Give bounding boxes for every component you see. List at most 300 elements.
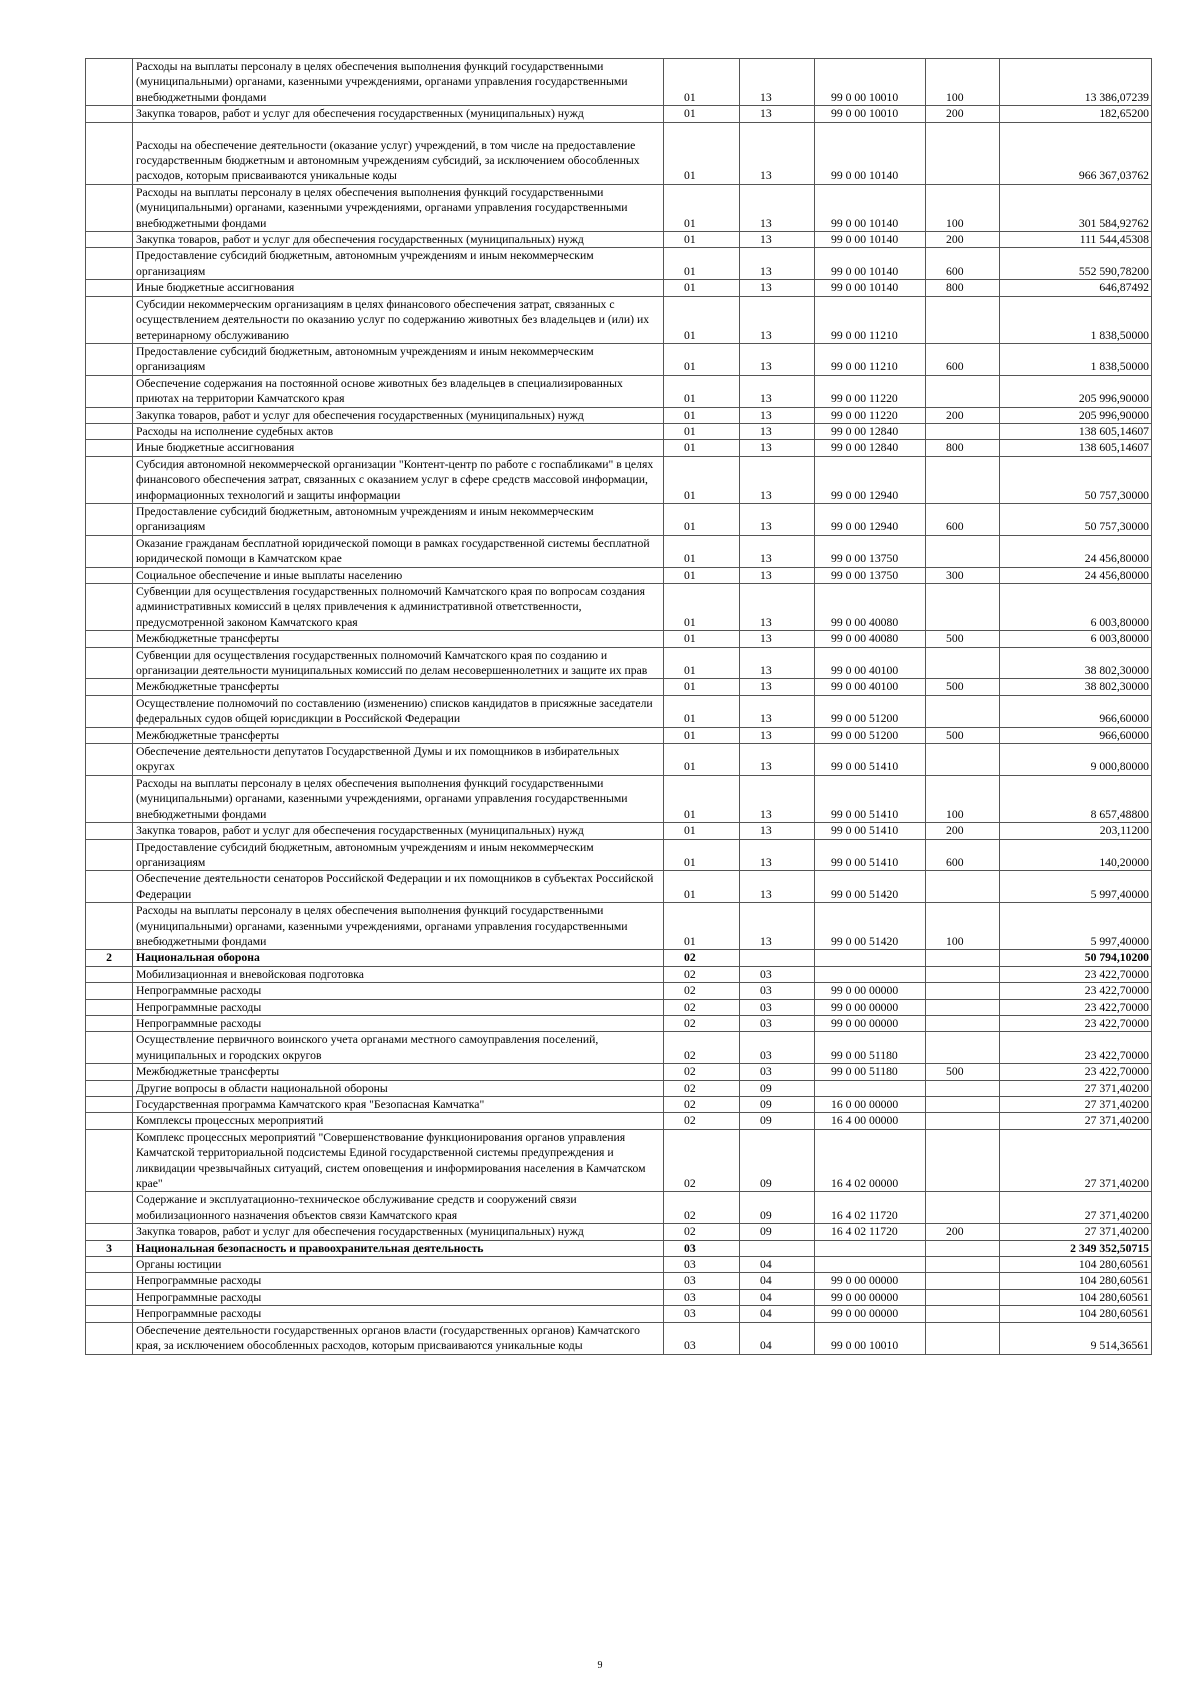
table-row [86,584,1152,631]
expense-name-cell: Обеспечение деятельности государственных органов власти (государственных органов) Камчатского края, за исключением обособленных расходов, которым присваиваются уникальные коды [133,1322,664,1354]
table-row [86,839,1152,871]
amount-cell: 104 280,60561 [1000,1289,1152,1305]
section-code-cell: 02 [664,1064,740,1080]
amount-cell: 23 422,70000 [1000,1015,1152,1031]
target-article-cell: 99 0 00 11210 [815,343,926,375]
expense-type-cell: 200 [926,1224,1000,1240]
table-row [86,950,1152,966]
target-article-cell: 16 4 02 11720 [815,1192,926,1224]
section-code-cell: 01 [664,296,740,343]
amount-cell: 9 514,36561 [1000,1322,1152,1354]
section-code-cell: 01 [664,456,740,503]
subsection-code-cell: 13 [740,407,815,423]
subsection-code-cell: 13 [740,375,815,407]
subsection-code-cell: 13 [740,535,815,567]
amount-cell: 27 371,40200 [1000,1097,1152,1113]
expense-name-cell: Расходы на исполнение судебных актов [133,423,664,439]
expense-name-cell: Содержание и эксплуатационно-техническое обслуживание средств и сооружений связи мобилизационного назначения объектов связи Камчатского края [133,1192,664,1224]
target-article-cell: 99 0 00 00000 [815,999,926,1015]
target-article-cell: 99 0 00 51420 [815,903,926,950]
target-article-cell: 99 0 00 00000 [815,983,926,999]
section-code-cell: 02 [664,966,740,982]
table-row [86,983,1152,999]
row-number-cell [86,727,133,743]
expense-name-cell: Межбюджетные трансферты [133,727,664,743]
expense-type-cell [926,456,1000,503]
amount-cell: 104 280,60561 [1000,1273,1152,1289]
target-article-cell: 99 0 00 51410 [815,839,926,871]
expense-name-cell: Непрограммные расходы [133,1015,664,1031]
amount-cell: 27 371,40200 [1000,1080,1152,1096]
table-row [86,567,1152,583]
amount-cell: 23 422,70000 [1000,983,1152,999]
expense-name-cell: Осуществление полномочий по составлению (изменению) списков кандидатов в присяжные заседатели федеральных судов общей юрисдикции в Российской Федерации [133,695,664,727]
section-code-cell: 03 [664,1322,740,1354]
target-article-cell: 99 0 00 13750 [815,535,926,567]
expense-name-cell: Национальная оборона [133,950,664,966]
expense-name-cell: Социальное обеспечение и иные выплаты населению [133,567,664,583]
expense-type-cell [926,647,1000,679]
target-article-cell: 99 0 00 00000 [815,1289,926,1305]
row-number-cell [86,423,133,439]
expense-type-cell [926,1080,1000,1096]
expense-type-cell: 200 [926,232,1000,248]
target-article-cell: 99 0 00 51200 [815,727,926,743]
target-article-cell: 99 0 00 51200 [815,695,926,727]
row-number-cell [86,503,133,535]
expense-type-cell [926,122,1000,184]
table-row [86,1289,1152,1305]
expense-name-cell: Комплекс процессных мероприятий "Совершенствование функционирования органов управления Камчатской территориальной подсистемы Единой государственной системы предупреждения и ликвидации чрезвычайных ситуаций, систем оповещения и информирования населения в Камчатском крае" [133,1129,664,1192]
table-row [86,106,1152,122]
section-code-cell: 01 [664,727,740,743]
expense-type-cell: 800 [926,280,1000,296]
section-code-cell: 02 [664,1113,740,1129]
subsection-code-cell: 13 [740,296,815,343]
expense-type-cell: 100 [926,59,1000,106]
row-number-cell [86,903,133,950]
expense-type-cell: 600 [926,503,1000,535]
subsection-code-cell: 09 [740,1129,815,1192]
subsection-code-cell: 13 [740,232,815,248]
row-number-cell [86,999,133,1015]
row-number-cell [86,775,133,822]
section-code-cell: 03 [664,1289,740,1305]
target-article-cell: 99 0 00 40080 [815,584,926,631]
row-number-cell [86,1015,133,1031]
expense-name-cell: Межбюджетные трансферты [133,1064,664,1080]
table-row [86,1273,1152,1289]
expense-type-cell: 300 [926,567,1000,583]
table-row [86,503,1152,535]
section-code-cell: 01 [664,59,740,106]
amount-cell: 966 367,03762 [1000,122,1152,184]
table-row [86,375,1152,407]
section-code-cell: 01 [664,280,740,296]
amount-cell: 205 996,90000 [1000,375,1152,407]
section-code-cell: 02 [664,1032,740,1064]
expense-type-cell [926,535,1000,567]
expense-type-cell [926,744,1000,776]
expense-type-cell: 600 [926,839,1000,871]
section-code-cell: 01 [664,647,740,679]
table-row [86,59,1152,106]
section-code-cell: 01 [664,440,740,456]
target-article-cell: 99 0 00 10010 [815,59,926,106]
table-row [86,296,1152,343]
target-article-cell: 99 0 00 00000 [815,1015,926,1031]
expense-type-cell: 200 [926,106,1000,122]
expense-name-cell: Осуществление первичного воинского учета органами местного самоуправления поселений, муниципальных и городских округов [133,1032,664,1064]
table-row [86,1032,1152,1064]
subsection-code-cell: 09 [740,1080,815,1096]
expense-name-cell: Предоставление субсидий бюджетным, автономным учреждениям и иным некоммерческим организациям [133,248,664,280]
table-row [86,695,1152,727]
section-code-cell: 01 [664,248,740,280]
table-row [86,871,1152,903]
expense-name-cell: Непрограммные расходы [133,999,664,1015]
table-row [86,423,1152,439]
expense-type-cell [926,1015,1000,1031]
page-number: 9 [597,1660,603,1671]
row-number-cell [86,966,133,982]
target-article-cell [815,950,926,966]
section-code-cell: 02 [664,950,740,966]
expense-type-cell [926,375,1000,407]
target-article-cell: 99 0 00 10140 [815,248,926,280]
row-number-cell [86,440,133,456]
row-number-cell [86,1080,133,1096]
subsection-code-cell: 09 [740,1192,815,1224]
row-number-cell [86,280,133,296]
expense-name-cell: Расходы на выплаты персоналу в целях обеспечения выполнения функций государственными (муниципальными) органами, казенными учреждениями, органами управления государственными внебюджетными фондами [133,184,664,231]
expense-type-cell: 200 [926,823,1000,839]
subsection-code-cell: 03 [740,983,815,999]
table-row [86,343,1152,375]
subsection-code-cell: 03 [740,966,815,982]
section-code-cell: 01 [664,423,740,439]
table-row [86,775,1152,822]
subsection-code-cell: 13 [740,744,815,776]
amount-cell: 23 422,70000 [1000,966,1152,982]
expense-name-cell: Непрограммные расходы [133,1306,664,1322]
subsection-code-cell: 04 [740,1257,815,1273]
target-article-cell: 16 4 02 11720 [815,1224,926,1240]
subsection-code-cell: 13 [740,456,815,503]
subsection-code-cell: 13 [740,727,815,743]
expense-type-cell [926,1113,1000,1129]
table-row [86,280,1152,296]
subsection-code-cell: 13 [740,775,815,822]
amount-cell: 552 590,78200 [1000,248,1152,280]
target-article-cell: 99 0 00 10140 [815,280,926,296]
amount-cell: 9 000,80000 [1000,744,1152,776]
expense-type-cell [926,695,1000,727]
amount-cell: 5 997,40000 [1000,903,1152,950]
expense-name-cell: Закупка товаров, работ и услуг для обеспечения государственных (муниципальных) нужд [133,1224,664,1240]
table-row [86,966,1152,982]
row-number-cell [86,695,133,727]
amount-cell: 1 838,50000 [1000,343,1152,375]
target-article-cell: 99 0 00 51180 [815,1032,926,1064]
section-code-cell: 01 [664,232,740,248]
subsection-code-cell: 13 [740,679,815,695]
section-code-cell: 01 [664,679,740,695]
target-article-cell: 99 0 00 51410 [815,744,926,776]
section-code-cell: 01 [664,343,740,375]
table-row [86,903,1152,950]
expense-name-cell: Комплексы процессных мероприятий [133,1113,664,1129]
section-code-cell: 01 [664,871,740,903]
expense-name-cell: Межбюджетные трансферты [133,631,664,647]
row-number-cell [86,375,133,407]
expense-name-cell: Государственная программа Камчатского края "Безопасная Камчатка" [133,1097,664,1113]
target-article-cell: 16 4 00 00000 [815,1113,926,1129]
table-row [86,823,1152,839]
expense-type-cell [926,1240,1000,1256]
subsection-code-cell: 13 [740,423,815,439]
amount-cell: 23 422,70000 [1000,1032,1152,1064]
section-code-cell: 02 [664,1192,740,1224]
expense-type-cell [926,584,1000,631]
amount-cell: 24 456,80000 [1000,535,1152,567]
target-article-cell: 16 0 00 00000 [815,1097,926,1113]
amount-cell: 23 422,70000 [1000,1064,1152,1080]
amount-cell: 23 422,70000 [1000,999,1152,1015]
table-row [86,184,1152,231]
expense-name-cell: Закупка товаров, работ и услуг для обеспечения государственных (муниципальных) нужд [133,823,664,839]
subsection-code-cell: 04 [740,1322,815,1354]
expense-name-cell: Субсидия автономной некоммерческой организации "Контент-центр по работе с госпабликами" в целях финансового обеспечения затрат, связанных с оказанием услуг в сфере средств массовой информации, информационных технологий и защиты информации [133,456,664,503]
expense-name-cell: Органы юстиции [133,1257,664,1273]
section-code-cell: 03 [664,1306,740,1322]
expense-name-cell: Непрограммные расходы [133,983,664,999]
expense-type-cell [926,999,1000,1015]
subsection-code-cell: 09 [740,1224,815,1240]
target-article-cell: 99 0 00 10140 [815,232,926,248]
subsection-code-cell: 03 [740,1032,815,1064]
table-row [86,456,1152,503]
subsection-code-cell: 13 [740,839,815,871]
table-row [86,1080,1152,1096]
expense-type-cell: 100 [926,775,1000,822]
subsection-code-cell: 13 [740,647,815,679]
row-number-cell [86,1289,133,1305]
table-row [86,744,1152,776]
table-row [86,647,1152,679]
target-article-cell: 99 0 00 11220 [815,407,926,423]
amount-cell: 27 371,40200 [1000,1113,1152,1129]
expense-name-cell: Иные бюджетные ассигнования [133,280,664,296]
expense-type-cell [926,423,1000,439]
section-code-cell: 03 [664,1257,740,1273]
expense-type-cell: 600 [926,343,1000,375]
expense-name-cell: Обеспечение деятельности сенаторов Российской Федерации и их помощников в субъектах Российской Федерации [133,871,664,903]
target-article-cell [815,966,926,982]
table-row [86,1129,1152,1192]
row-number-cell [86,679,133,695]
row-number-cell [86,106,133,122]
subsection-code-cell: 04 [740,1306,815,1322]
section-code-cell: 01 [664,535,740,567]
target-article-cell: 99 0 00 51180 [815,1064,926,1080]
amount-cell: 24 456,80000 [1000,567,1152,583]
expense-type-cell [926,296,1000,343]
expense-type-cell [926,1322,1000,1354]
section-code-cell: 01 [664,775,740,822]
subsection-code-cell: 13 [740,184,815,231]
amount-cell: 50 757,30000 [1000,456,1152,503]
target-article-cell: 99 0 00 12940 [815,503,926,535]
target-article-cell: 99 0 00 00000 [815,1306,926,1322]
target-article-cell: 99 0 00 11210 [815,296,926,343]
table-row [86,1192,1152,1224]
target-article-cell: 99 0 00 13750 [815,567,926,583]
target-article-cell: 99 0 00 10010 [815,106,926,122]
subsection-code-cell: 13 [740,106,815,122]
amount-cell: 6 003,80000 [1000,631,1152,647]
row-number-cell [86,823,133,839]
amount-cell: 104 280,60561 [1000,1257,1152,1273]
amount-cell: 50 794,10200 [1000,950,1152,966]
amount-cell: 182,65200 [1000,106,1152,122]
expense-type-cell: 600 [926,248,1000,280]
expense-name-cell: Субвенции для осуществления государственных полномочий Камчатского края по созданию и организации деятельности муниципальных комиссий по делам несовершеннолетних и защите их прав [133,647,664,679]
target-article-cell [815,1257,926,1273]
amount-cell: 138 605,14607 [1000,423,1152,439]
section-code-cell: 01 [664,695,740,727]
target-article-cell: 99 0 00 10010 [815,1322,926,1354]
row-number-cell [86,296,133,343]
table-row [86,1257,1152,1273]
row-number-cell [86,1273,133,1289]
expense-type-cell [926,1129,1000,1192]
section-code-cell: 02 [664,1015,740,1031]
target-article-cell: 99 0 00 10140 [815,122,926,184]
section-code-cell: 01 [664,567,740,583]
expense-type-cell [926,983,1000,999]
subsection-code-cell: 13 [740,567,815,583]
subsection-code-cell: 09 [740,1097,815,1113]
row-number-cell [86,535,133,567]
table-row [86,122,1152,184]
expense-name-cell: Закупка товаров, работ и услуг для обеспечения государственных (муниципальных) нужд [133,407,664,423]
table-row [86,999,1152,1015]
expense-type-cell [926,1032,1000,1064]
section-code-cell: 01 [664,903,740,950]
expense-name-cell: Иные бюджетные ассигнования [133,440,664,456]
row-number-cell [86,1064,133,1080]
expense-type-cell [926,1257,1000,1273]
subsection-code-cell: 13 [740,631,815,647]
amount-cell: 13 386,07239 [1000,59,1152,106]
amount-cell: 966,60000 [1000,727,1152,743]
table-row [86,535,1152,567]
target-article-cell: 99 0 00 00000 [815,1273,926,1289]
subsection-code-cell: 13 [740,584,815,631]
section-code-cell: 01 [664,823,740,839]
table-row [86,407,1152,423]
subsection-code-cell: 04 [740,1273,815,1289]
expense-type-cell: 500 [926,631,1000,647]
amount-cell: 140,20000 [1000,839,1152,871]
section-code-cell: 01 [664,839,740,871]
row-number-cell [86,983,133,999]
section-code-cell: 02 [664,999,740,1015]
amount-cell: 50 757,30000 [1000,503,1152,535]
expense-name-cell: Субсидии некоммерческим организациям в целях финансового обеспечения затрат, связанных с осуществлением деятельности по оказанию услуг по содержанию животных без владельцев и (или) их ветеринарному обслуживанию [133,296,664,343]
row-number-cell [86,1113,133,1129]
target-article-cell: 99 0 00 51420 [815,871,926,903]
table-row [86,1322,1152,1354]
target-article-cell [815,1240,926,1256]
target-article-cell: 99 0 00 11220 [815,375,926,407]
subsection-code-cell: 13 [740,280,815,296]
target-article-cell: 99 0 00 12840 [815,440,926,456]
expense-name-cell: Предоставление субсидий бюджетным, автономным учреждениям и иным некоммерческим организациям [133,343,664,375]
expense-type-cell: 100 [926,903,1000,950]
target-article-cell: 99 0 00 51410 [815,775,926,822]
expense-name-cell: Межбюджетные трансферты [133,679,664,695]
row-number-cell [86,1129,133,1192]
amount-cell: 104 280,60561 [1000,1306,1152,1322]
expense-type-cell: 500 [926,1064,1000,1080]
amount-cell: 27 371,40200 [1000,1129,1152,1192]
subsection-code-cell: 13 [740,122,815,184]
amount-cell: 205 996,90000 [1000,407,1152,423]
section-code-cell: 02 [664,983,740,999]
section-code-cell: 01 [664,122,740,184]
row-number-cell [86,839,133,871]
expense-name-cell: Предоставление субсидий бюджетным, автономным учреждениям и иным некоммерческим организациям [133,503,664,535]
row-number-cell [86,1257,133,1273]
section-code-cell: 02 [664,1224,740,1240]
target-article-cell: 99 0 00 40100 [815,647,926,679]
row-number-cell [86,59,133,106]
table-row [86,1240,1152,1256]
table-row [86,232,1152,248]
subsection-code-cell: 13 [740,59,815,106]
row-number-cell [86,1322,133,1354]
amount-cell: 966,60000 [1000,695,1152,727]
section-code-cell: 01 [664,407,740,423]
expense-name-cell: Расходы на выплаты персоналу в целях обеспечения выполнения функций государственными (муниципальными) органами, казенными учреждениями, органами управления государственными внебюджетными фондами [133,775,664,822]
row-number-cell [86,1032,133,1064]
target-article-cell: 99 0 00 12940 [815,456,926,503]
row-number-cell [86,1306,133,1322]
expense-name-cell: Расходы на выплаты персоналу в целях обеспечения выполнения функций государственными (муниципальными) органами, казенными учреждениями, органами управления государственными внебюджетными фондами [133,59,664,106]
expense-type-cell [926,1306,1000,1322]
table-row [86,1015,1152,1031]
expense-type-cell: 500 [926,679,1000,695]
expense-name-cell: Предоставление субсидий бюджетным, автономным учреждениям и иным некоммерческим организациям [133,839,664,871]
expense-type-cell [926,871,1000,903]
subsection-code-cell: 13 [740,503,815,535]
row-number-cell: 3 [86,1240,133,1256]
row-number-cell [86,1192,133,1224]
amount-cell: 2 349 352,50715 [1000,1240,1152,1256]
subsection-code-cell: 13 [740,248,815,280]
row-number-cell [86,1224,133,1240]
amount-cell: 8 657,48800 [1000,775,1152,822]
table-row [86,248,1152,280]
row-number-cell [86,1097,133,1113]
target-article-cell: 16 4 02 00000 [815,1129,926,1192]
expense-type-cell [926,950,1000,966]
subsection-code-cell: 13 [740,823,815,839]
amount-cell: 5 997,40000 [1000,871,1152,903]
amount-cell: 27 371,40200 [1000,1192,1152,1224]
